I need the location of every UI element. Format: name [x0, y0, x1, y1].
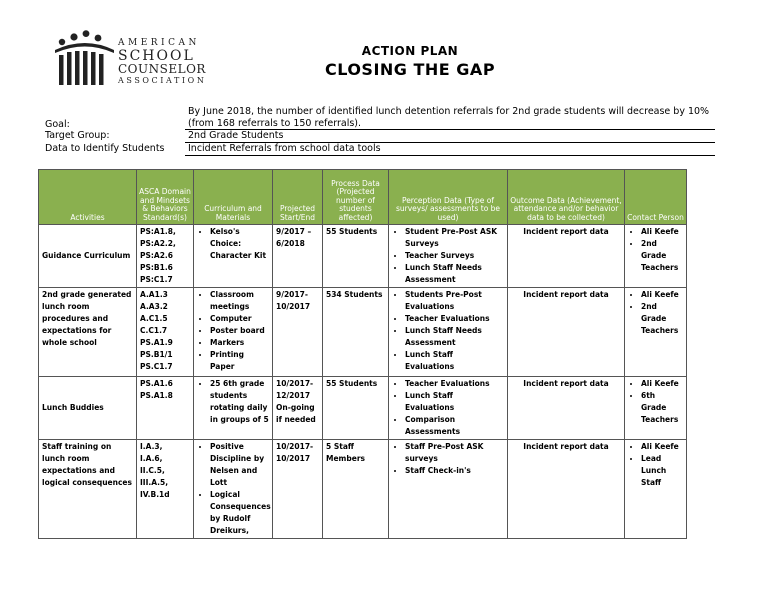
- col-header-dates: Projected Start/End: [273, 170, 323, 225]
- materials-cell: [194, 440, 273, 539]
- standard-item: A.A1.3: [140, 290, 168, 299]
- title-action-plan: ACTION PLAN: [361, 44, 459, 58]
- standards-cell: [137, 377, 194, 440]
- outcome-cell: Incident report data: [508, 288, 625, 377]
- material-item: • Logical Consequences by Rudolf Dreikurs,: [210, 489, 269, 537]
- standard-item: III.A.5,: [140, 478, 169, 487]
- standard-item: I.A.6,: [140, 454, 163, 463]
- standard-item: PS.A1.6: [140, 379, 173, 388]
- perception-item: • Staff Check-in's: [405, 465, 504, 477]
- col-header-outcome: Outcome Data (Achievement, attendance and/or behavior data to be collected): [508, 170, 625, 225]
- activity-cell: 2nd grade generated lunch room procedures and expectations for whole school: [39, 288, 137, 377]
- col-header-process: Process Data (Projected number of students affected): [323, 170, 389, 225]
- material-item: • Classroom meetings: [210, 289, 269, 313]
- col-header-materials: Curriculum and Materials: [194, 170, 273, 225]
- contact-cell: [625, 225, 687, 288]
- standard-item: I.A.3,: [140, 442, 163, 451]
- standards-cell: [137, 225, 194, 288]
- table-row: [39, 440, 687, 539]
- perception-item: • Lunch Staff Evaluations: [405, 390, 504, 414]
- perception-item: • Lunch Staff Needs Assessment: [405, 325, 504, 349]
- outcome-cell: Incident report data: [508, 377, 625, 440]
- contact-cell: [625, 377, 687, 440]
- outcome-cell: Incident report data: [508, 440, 625, 539]
- standard-item: PS.C1.7: [140, 362, 173, 371]
- standard-item: PS.B1/1: [140, 350, 173, 359]
- standard-item: PS:A2.2,: [140, 239, 176, 248]
- contact-item: • Lead Lunch Staff: [641, 453, 683, 489]
- contact-item: • Ali Keefe: [641, 378, 683, 390]
- material-item: • Kelso's Choice: Character Kit: [210, 226, 269, 262]
- standard-item: PS:C1.7: [140, 275, 173, 284]
- material-item: • Printing Paper: [210, 349, 269, 373]
- activity-cell: Lunch Buddies: [39, 377, 137, 440]
- process-cell: 5 Staff Members: [323, 440, 389, 539]
- perception-cell: [389, 288, 508, 377]
- activity-cell: Guidance Curriculum: [39, 225, 137, 288]
- perception-item: • Staff Pre-Post ASK surveys: [405, 441, 504, 465]
- action-plan-table: [38, 169, 687, 539]
- table-row: [39, 288, 687, 377]
- contact-cell: [625, 440, 687, 539]
- data-value: Incident Referrals from school data tools: [185, 143, 715, 156]
- logo-line-4: ASSOCIATION: [118, 76, 207, 85]
- materials-cell: [194, 225, 273, 288]
- table-row: [39, 377, 687, 440]
- standard-item: PS:B1.6: [140, 263, 173, 272]
- data-row: [45, 143, 715, 156]
- contact-item: • Ali Keefe: [641, 441, 683, 453]
- standards-cell: [137, 440, 194, 539]
- contact-item: • 2nd Grade Teachers: [641, 301, 683, 337]
- document-title: [290, 44, 530, 79]
- logo-line-1: AMERICAN: [118, 38, 200, 48]
- logo-line-2: SCHOOL: [118, 48, 195, 64]
- logo-wordmark: [118, 38, 206, 86]
- standard-item: C.C1.7: [140, 326, 168, 335]
- col-header-perception: Perception Data (Type of surveys/ assessments to be used): [389, 170, 508, 225]
- outcome-cell: Incident report data: [508, 225, 625, 288]
- target-label: Target Group:: [45, 130, 110, 141]
- perception-cell: [389, 377, 508, 440]
- target-row: [45, 130, 715, 143]
- standard-item: PS:A2.6: [140, 251, 173, 260]
- plan-info: [45, 104, 715, 156]
- col-header-activities: Activities: [39, 170, 137, 225]
- perception-item: • Teacher Evaluations: [405, 313, 504, 325]
- standard-item: A.A3.2: [140, 302, 168, 311]
- contact-item: • 2nd Grade Teachers: [641, 238, 683, 274]
- process-cell: 534 Students: [323, 288, 389, 377]
- target-value: 2nd Grade Students: [185, 130, 715, 143]
- perception-item: • Comparison Assessments: [405, 414, 504, 438]
- standards-cell: [137, 288, 194, 377]
- contact-item: • 6th Grade Teachers: [641, 390, 683, 426]
- contact-cell: [625, 288, 687, 377]
- activity-cell: Staff training on lunch room expectations and logical consequences: [39, 440, 137, 539]
- perception-item: • Teacher Surveys: [405, 250, 504, 262]
- goal-label: Goal:: [45, 119, 70, 130]
- perception-cell: [389, 225, 508, 288]
- contact-item: • Ali Keefe: [641, 289, 683, 301]
- process-cell: 55 Students: [323, 377, 389, 440]
- counselor-figures-icon: [52, 30, 118, 88]
- perception-cell: [389, 440, 508, 539]
- title-closing-the-gap: CLOSING THE GAP: [324, 60, 496, 79]
- materials-cell: [194, 288, 273, 377]
- material-item: • Positive Discipline by Nelsen and Lott: [210, 441, 269, 489]
- dates-cell: 9/2017- 10/2017: [273, 288, 323, 377]
- data-label: Data to Identify Students: [45, 143, 165, 154]
- goal-value: By June 2018, the number of identified lunch detention referrals for 2nd grade students will decrease by 10% (from 168 referrals to 150 referrals).: [185, 106, 715, 130]
- materials-cell: [194, 377, 273, 440]
- logo-line-3: COUNSELOR: [118, 62, 206, 76]
- perception-item: • Lunch Staff Evaluations: [405, 349, 504, 373]
- material-item: • Markers: [210, 337, 269, 349]
- col-header-standards: ASCA Domain and Mindsets & Behaviors Standard(s): [137, 170, 194, 225]
- perception-item: • Students Pre-Post Evaluations: [405, 289, 504, 313]
- dates-cell: 9/2017 – 6/2018: [273, 225, 323, 288]
- dates-cell: 10/2017- 12/2017 On-going if needed: [273, 377, 323, 440]
- goal-row: [45, 104, 715, 130]
- standard-item: PS.A1.9: [140, 338, 173, 347]
- table-header-row: [39, 170, 687, 225]
- perception-item: • Teacher Evaluations: [405, 378, 504, 390]
- material-item: • Poster board: [210, 325, 269, 337]
- col-header-contact: Contact Person: [625, 170, 687, 225]
- material-item: • 25 6th grade students rotating daily in groups of 5: [210, 378, 269, 426]
- standard-item: A.C1.5: [140, 314, 168, 323]
- standard-item: II.C.5,: [140, 466, 165, 475]
- process-cell: 55 Students: [323, 225, 389, 288]
- perception-item: • Student Pre-Post ASK Surveys: [405, 226, 504, 250]
- table-row: [39, 225, 687, 288]
- material-item: • Computer: [210, 313, 269, 325]
- standard-item: IV.B.1d: [140, 490, 170, 499]
- perception-item: • Lunch Staff Needs Assessment: [405, 262, 504, 286]
- standard-item: PS.A1.8: [140, 391, 173, 400]
- standard-item: PS:A1.8,: [140, 227, 176, 236]
- dates-cell: 10/2017- 10/2017: [273, 440, 323, 539]
- contact-item: • Ali Keefe: [641, 226, 683, 238]
